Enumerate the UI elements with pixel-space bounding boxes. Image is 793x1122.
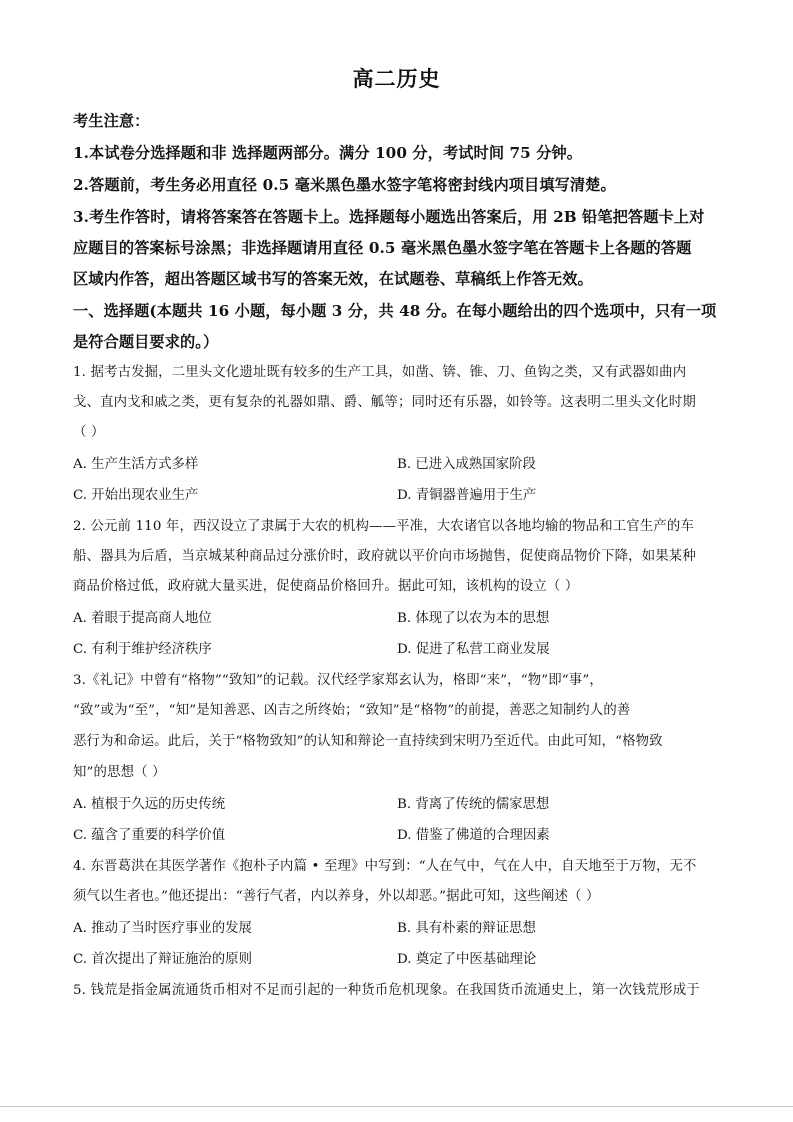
question-1-option-c: C. 开始出现农业生产 <box>73 488 199 503</box>
question-4-option-c: C. 首次提出了辩证施治的原则 <box>73 952 252 967</box>
section-heading-cont: 是符合题目要求的。） <box>73 333 219 351</box>
question-3-option-a: A. 植根于久远的历史传统 <box>73 797 226 812</box>
question-3-option-b: B. 背离了传统的儒家思想 <box>397 797 550 812</box>
page-title: 高二历史 <box>352 66 441 91</box>
question-5-text: 5. 钱荒是指金属流通货币相对不足而引起的一种货币危机现象。在我国货币流通史上，第一次钱荒形成于 <box>73 983 700 998</box>
question-2-option-b: B. 体现了以农为本的思想 <box>397 611 550 626</box>
question-4-option-d: D. 奠定了中医基础理论 <box>397 952 537 967</box>
question-2-text: 船、器具为后盾，当京城某种商品过分涨价时，政府就以平价向市场抛售，促使商品物价下降，如果某种 <box>73 549 696 564</box>
question-3-text: 3.《礼记》中曾有“格物”“致知”的记载。汉代经学家郑玄认为，格即“来”，“物”即“事”， <box>73 673 603 688</box>
question-2-option-c: C. 有利于维护经济秩序 <box>73 642 212 657</box>
notice-item: 3.考生作答时，请将答案答在答题卡上。选择题每小题选出答案后，用 2B 铅笔把答题卡上对 <box>73 208 705 226</box>
page-bottom-rule <box>0 1106 793 1107</box>
question-4-text: 须气以生者也。”他还提出：“善行气者，内以养身，外以却恶。”据此可知，这些阐述（ ） <box>73 889 600 904</box>
question-3-text: “致”或为“至”，“知”是知善恶、凶吉之所终始；“致知”是“格物”的前提，善恶之知制约人的善 <box>73 703 631 718</box>
question-4-option-a: A. 推动了当时医疗事业的发展 <box>73 921 252 936</box>
question-3-text: 恶行为和命运。此后，关于“格物致知”的认知和辩论一直持续到宋明乃至近代。由此可知，“格物致 <box>73 734 663 749</box>
question-1-text: 1. 据考古发掘，二里头文化遗址既有较多的生产工具，如凿、锛、锥、刀、鱼钩之类，又有武器如曲内 <box>73 365 687 380</box>
notice-heading: 考生注意： <box>73 112 150 130</box>
notice-item: 2.答题前，考生务必用直径 0.5 毫米黑色墨水签字笔将密封线内项目填写清楚。 <box>73 176 616 194</box>
question-3-option-c: C. 蕴含了重要的科学价值 <box>73 828 226 843</box>
section-heading: 一、选择题(本题共 16 小题，每小题 3 分，共 48 分。在每小题给出的四个选项中，只有一项 <box>73 302 717 320</box>
question-1-option-a: A. 生产生活方式多样 <box>73 457 199 472</box>
question-1-text: （ ） <box>73 425 105 440</box>
question-3-text: 知”的思想（ ） <box>73 765 166 780</box>
question-1-option-d: D. 青铜器普遍用于生产 <box>397 488 537 503</box>
question-2-text: 2. 公元前 110 年，西汉设立了隶属于大农的机构——平准，大农诸官以各地均输的物品和工官生产的车 <box>73 519 695 534</box>
notice-item: 1.本试卷分选择题和非 选择题两部分。满分 100 分，考试时间 75 分钟。 <box>73 144 583 162</box>
question-1-option-b: B. 已进入成熟国家阶段 <box>397 457 536 472</box>
question-4-text: 4. 东晋葛洪在其医学著作《抱朴子内篇 • 至理》中写到：“人在气中，气在人中，自天地至于万物，无不 <box>73 859 697 874</box>
question-2-option-d: D. 促进了私营工商业发展 <box>397 642 550 657</box>
question-1-text: 戈、直内戈和戚之类，更有复杂的礼器如鼎、爵、觚等；同时还有乐器，如铃等。这表明二里头文化时期 <box>73 395 696 410</box>
question-3-option-d: D. 借鉴了佛道的合理因素 <box>397 828 550 843</box>
notice-item: 应题目的答案标号涂黑；非选择题请用直径 0.5 毫米黑色墨水签字笔在答题卡上各题的答题 <box>73 239 692 257</box>
question-2-option-a: A. 着眼于提高商人地位 <box>73 611 212 626</box>
question-4-option-b: B. 具有朴素的辩证思想 <box>397 921 536 936</box>
notice-item: 区域内作答，超出答题区域书写的答案无效，在试题卷、草稿纸上作答无效。 <box>73 270 593 288</box>
question-2-text: 商品价格过低，政府就大量买进，促使商品价格回升。据此可知，该机构的设立（ ） <box>73 579 579 594</box>
